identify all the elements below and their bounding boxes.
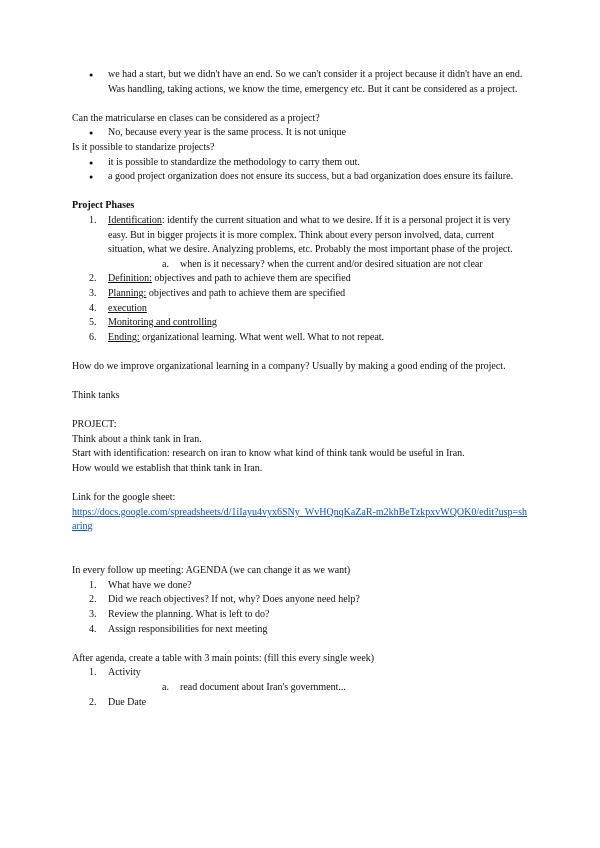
phase-term: Ending: — [108, 331, 140, 343]
list-item: a. read document about Iran's government... — [162, 681, 346, 693]
phase-description: objectives and path to achieve them are specified — [151, 273, 351, 285]
phase-description: organizational learning. What went well. What to not repeat. — [139, 331, 385, 343]
phase-item-execution — [72, 302, 528, 317]
list-number: 2. — [89, 273, 97, 285]
phase-term: Definition: — [108, 273, 152, 285]
document-body — [72, 68, 528, 710]
answer-list-1 — [72, 126, 528, 141]
agenda-list — [72, 579, 528, 637]
question-matricularse: Can the matricularse en clases can be considered as a project? — [72, 112, 320, 124]
table-points-list — [72, 666, 528, 710]
agenda-item: 1. What have we done? — [89, 579, 192, 591]
think-tanks-heading: Think tanks — [72, 390, 120, 402]
phase-item-definition — [72, 272, 528, 287]
project-line: How would we establish that think tank in Iran. — [72, 463, 263, 475]
phase-term: execution — [108, 302, 147, 314]
phase-term: Planning: — [108, 287, 147, 299]
project-line: Think about a think tank in Iran. — [72, 433, 202, 445]
phase-description: : identify the current situation and what to we desire. If it is a personal project it is very easy. But in bigger projects it is more complex. Think about every person involved, data, current situation, what we desire. Analyzing problems, etc. Probably the most important phase of the project. — [108, 214, 513, 256]
phase-item-identification — [72, 214, 528, 272]
list-item: a. when is it necessary? when the current and/or desired situation are not clear — [162, 258, 483, 270]
agenda-item: 4. Assign responsibilities for next meeting — [89, 623, 268, 635]
answer-list-2 — [72, 156, 528, 185]
intro-bullet-list — [72, 68, 528, 97]
list-item: ● we had a start, but we didn't have an end. So we can't consider it a project because it didn't have an end. Was handling, taking actions, we know the time, emergency etc. But it cant be considered as a project. — [72, 68, 528, 97]
phase-description: objectives and path to achieve them are specified — [146, 287, 346, 299]
project-title: PROJECT: — [72, 419, 117, 431]
table-plan-intro: After agenda, create a table with 3 main points: (fill this every single week) — [72, 652, 375, 664]
phase-term: Monitoring and controlling — [108, 317, 217, 329]
question-standarize: Is it possible to standarize projects? — [72, 141, 215, 153]
phase-term: Identification — [108, 214, 162, 226]
list-number: 1. — [89, 214, 97, 226]
google-sheet-label: Link for the google sheet: — [72, 492, 176, 504]
phase-item-ending — [72, 331, 528, 346]
agenda-item: 3. Review the planning. What is left to do? — [89, 608, 270, 620]
list-item: ● No, because every year is the same process. It is not unique — [72, 126, 528, 141]
google-sheet-link[interactable]: https://docs.google.com/spreadsheets/d/1iIayu4vyx6SNy_WvHQnqKaZaR-m2khBeTzkpxvWQOK0/edit?usp=sharing — [72, 506, 528, 533]
list-number: 6. — [89, 331, 97, 343]
section-heading-project-phases: Project Phases — [72, 200, 135, 212]
list-number: 4. — [89, 302, 97, 314]
list-item: ● a good project organization does not ensure its success, but a bad organization does ensure its failure. — [72, 170, 528, 185]
agenda-item: 2. Did we reach objectives? If not, why? Does anyone need help? — [89, 594, 360, 606]
project-phases-list — [72, 214, 528, 345]
phase-sub-list — [108, 258, 528, 273]
table-point-item: 1. Activity a. read document about Iran's government... — [72, 666, 528, 695]
list-number: 3. — [89, 287, 97, 299]
list-item: ● it is possible to standardize the methodology to carry them out. — [72, 156, 528, 171]
table-point-sub-list — [108, 681, 528, 696]
list-number: 5. — [89, 317, 97, 329]
phase-item-planning — [72, 287, 528, 302]
organizational-learning-paragraph: How do we improve organizational learning in a company? Usually by making a good ending of the project. — [72, 360, 506, 372]
table-point-item: 2. Due Date — [89, 696, 147, 708]
followup-intro: In every follow up meeting: AGENDA (we can change it as we want) — [72, 565, 351, 577]
phase-item-monitoring — [72, 316, 528, 331]
project-line: Start with identification: research on iran to know what kind of think tank would be useful in Iran. — [72, 448, 465, 460]
